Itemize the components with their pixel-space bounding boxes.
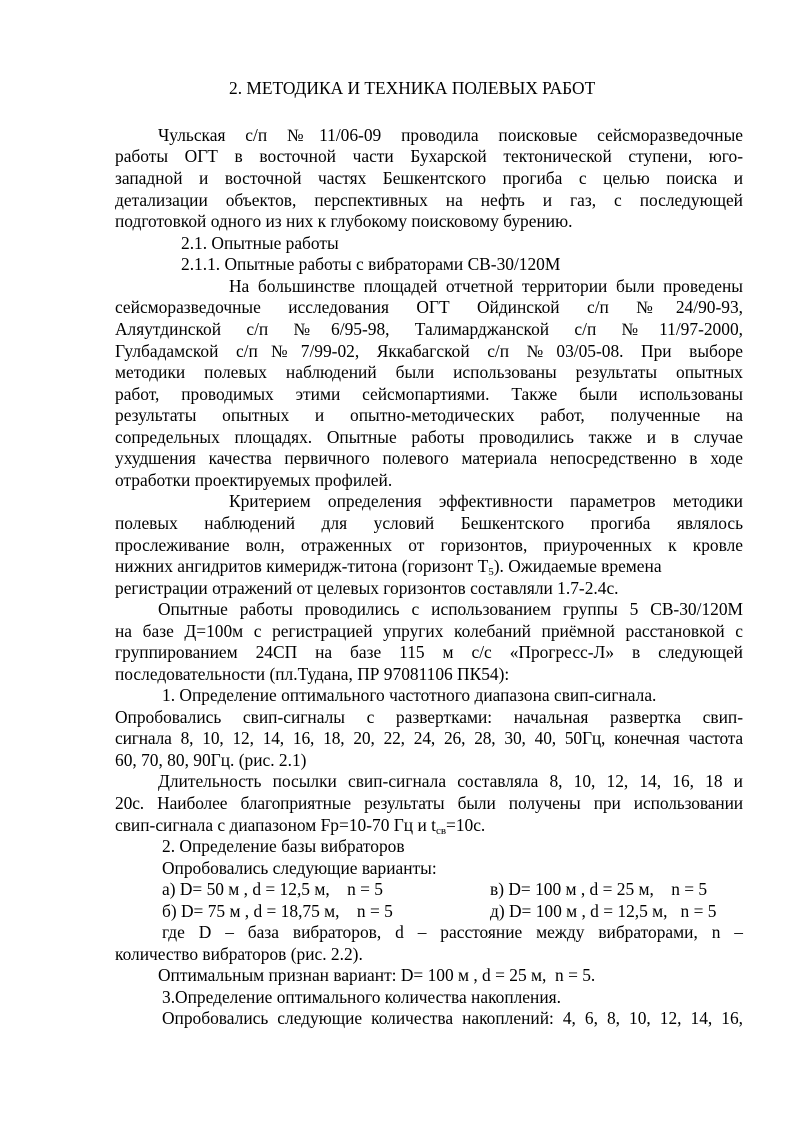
paragraph-line: Оптимальным признан вариант: D= 100 м , d = 25 м, n = 5. bbox=[158, 965, 596, 985]
paragraph-line: Чульская с/п №11/06-09 проводила поисковые сейсморазведочные bbox=[158, 125, 743, 145]
paragraph-line: Опытные работы проводились с использованием группы 5 СВ-30/120М bbox=[158, 599, 743, 619]
paragraph-line: 60, 70, 80, 90Гц. (рис. 2.1) bbox=[115, 750, 307, 770]
paragraph-line: сигнала 8, 10, 12, 14, 16, 18, 20, 22, 24, 26, 28, 30, 40, 50Гц, конечная частота bbox=[115, 728, 743, 748]
paragraph-line: Критерием определения эффективности параметров методики bbox=[229, 491, 743, 511]
variant-b: б) D= 75 м , d = 18,75 м, n = 5 bbox=[162, 901, 393, 921]
variant-v: в) D= 100 м , d = 25 м, n = 5 bbox=[490, 879, 708, 899]
paragraph-line-with-subscript bbox=[115, 815, 485, 836]
variant-a: а) D= 50 м , d = 12,5 м, n = 5 bbox=[162, 879, 383, 899]
list-item: 1. Определение оптимального частотного диапазона свип-сигнала. bbox=[162, 685, 657, 705]
paragraph-line-text: свип-сигнала с диапазоном Fр=10-70 Гц и t bbox=[115, 815, 436, 835]
paragraph-line: полевых наблюдений для условий Бешкентского прогиба являлось bbox=[115, 513, 743, 533]
paragraph-line: группированием 24СП на базе 115 м с/с «Прогресс-Л» в следующей bbox=[115, 642, 743, 662]
paragraph-line: работы ОГТ в восточной части Бухарской тектонической ступени, юго- bbox=[115, 146, 743, 166]
paragraph-line-text: сейсморазведочные исследования ОГТ Ойдинской с/п №24/90-93, bbox=[115, 297, 743, 317]
paragraph-line: отработки проектируемых профилей. bbox=[115, 470, 393, 490]
paragraph-line: количество вибраторов (рис. 2.2). bbox=[115, 944, 363, 964]
paragraph-line: где D – база вибраторов, d – расстояние между вибраторами, n – bbox=[162, 922, 743, 942]
paragraph-line-with-subscript bbox=[115, 556, 743, 577]
paragraph-line: работ, проводимых этими сейсмопартиями. Также были использованы bbox=[115, 384, 743, 404]
paragraph-line: Опробовались следующие количества накоплений: 4, 6, 8, 10, 12, 14, 16, bbox=[162, 1008, 743, 1028]
paragraph-line: Аляутдинской с/п №6/95-98, Талимарджанской с/п №11/97-2000, bbox=[115, 319, 743, 339]
paragraph-line: Длительность посылки свип-сигнала составляла 8, 10, 12, 14, 16, 18 и bbox=[158, 771, 743, 791]
horizon-subscript: 5 bbox=[488, 566, 494, 578]
paragraph-line-text: нижних ангидритов кимеридж-титона (горизонт T bbox=[115, 556, 489, 576]
paragraph-line: сопредельных площадях. Опытные работы проводились также и в случае bbox=[115, 427, 743, 447]
section-heading: 2. МЕТОДИКА И ТЕХНИКА ПОЛЕВЫХ РАБОТ bbox=[229, 78, 596, 98]
paragraph-line: прослеживание волн, отраженных от горизонтов, приуроченных к кровле bbox=[115, 535, 743, 555]
subsection-heading: 2.1. Опытные работы bbox=[181, 233, 339, 253]
subsection-heading: 2.1.1. Опытные работы с вибраторами СВ-30/120М bbox=[181, 254, 561, 274]
paragraph-line: На большинстве площадей отчетной территории были проведены bbox=[229, 276, 743, 296]
paragraph-line bbox=[115, 168, 743, 189]
paragraph-line: ухудшения качества первичного полевого материала непосредственно в ходе bbox=[115, 448, 743, 468]
paragraph-line: детализации объектов, перспективных на нефть и газ, с последующей bbox=[115, 190, 743, 210]
paragraph-line-text: западной и восточной частях Бешкентского прогиба с целью поиска и bbox=[115, 168, 743, 188]
paragraph-line: Гулбадамской с/п№7/99-02, Яккабагской с/п №03/05-08. При выборе bbox=[115, 341, 743, 361]
paragraph-line-text: ). Ожидаемые времена bbox=[493, 556, 662, 576]
paragraph-line bbox=[115, 297, 743, 318]
list-item: 2. Определение базы вибраторов bbox=[162, 836, 405, 856]
paragraph-line: регистрации отражений от целевых горизонтов составляли 1.7-2.4с. bbox=[115, 578, 619, 598]
duration-subscript: св bbox=[435, 825, 447, 837]
list-item: 3.Определение оптимального количества накопления. bbox=[162, 987, 561, 1007]
paragraph-line: Опробовались свип-сигналы с развертками: начальная развертка свип- bbox=[115, 707, 743, 727]
paragraph-line: последовательности (пл.Тудана, ПР 97081106 ПК54): bbox=[115, 664, 510, 684]
paragraph-line: Опробовались следующие варианты: bbox=[162, 858, 437, 878]
paragraph-line: 20с. Наиболее благоприятные результаты были получены при использовании bbox=[115, 793, 743, 813]
paragraph-line: методики полевых наблюдений были использованы результаты опытных bbox=[115, 362, 743, 382]
variant-d: д) D= 100 м , d = 12,5 м, n = 5 bbox=[490, 901, 717, 921]
paragraph-line: результаты опытных и опытно-методических работ, полученные на bbox=[115, 405, 743, 425]
paragraph-line-text: =10с. bbox=[446, 815, 486, 835]
paragraph-line: подготовкой одного из них к глубокому поисковому бурению. bbox=[115, 211, 573, 231]
paragraph-line: на базе Д=100м с регистрацией упругих колебаний приёмной расстановкой с bbox=[115, 621, 743, 641]
